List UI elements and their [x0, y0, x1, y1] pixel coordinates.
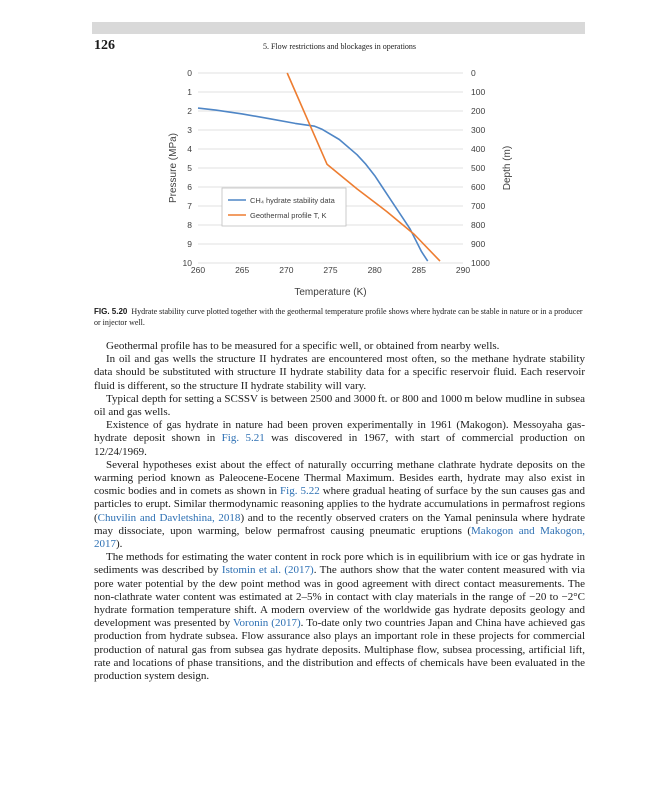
y-tick-label: 9 [187, 239, 192, 249]
x-tick-label: 270 [279, 265, 294, 275]
paragraph-4 [94, 419, 585, 459]
paragraph-5-text-a: Several hypotheses exist about the effect of naturally occurring methane clathrate hydrate deposits on the warming period known as Paleocene-Eocene Thermal Maximum. Besides earth, hydrate may also exist in cosmic bodies and in comets as shown in [94, 458, 585, 498]
top-margin-bar [92, 22, 585, 34]
running-head: 5. Flow restrictions and blockages in operations [262, 42, 417, 51]
y-tick-label: 2 [187, 106, 192, 116]
y2-tick-label: 300 [471, 125, 486, 135]
paragraph-5-text-d: ). [116, 538, 123, 551]
paragraph-6-text-a: The methods for estimating the water content in rock pore which is in equilibrium with ice or gas hydrate in sediments was described by [94, 551, 585, 577]
paragraph-1 [94, 340, 585, 353]
paragraph-3 [94, 393, 585, 419]
fig-5-22-link[interactable]: Fig. 5.22 [280, 485, 320, 498]
x-tick-label: 275 [323, 265, 338, 275]
hydrate-stability-chart [160, 62, 530, 302]
y2-tick-label: 600 [471, 182, 486, 192]
paragraph-5-text-b: where gradual heating of surface by the sun causes gas and particles to erupt. Similar thermodynamic reasoning applies to the hydrate accumulations in permafrost regions ( [94, 485, 585, 524]
y2-tick-label: 0 [471, 68, 476, 78]
legend-label: Geothermal profile T, K [250, 211, 327, 220]
y-tick-label: 1 [187, 87, 192, 97]
paragraph-6 [94, 551, 585, 683]
legend-box [222, 188, 346, 226]
x-tick-label: 285 [411, 265, 426, 275]
paragraph-6-text-b: . The authors show that the water content measured with via pore water potential by the dew point method was in good agreement with direct contact measurements. The non-clathrate water content was estimated at 2–5% in contact with clay materials in the range of −20 to −2°C hydrate formation temperature shift. A modern overview of the worldwide gas hydrate deposits geology and development was presented by [94, 564, 585, 630]
y2-tick-label: 1000 [471, 258, 490, 268]
paragraph-5 [94, 459, 585, 551]
y-tick-label: 0 [187, 68, 192, 78]
paragraph-2 [94, 353, 585, 393]
y-tick-label: 5 [187, 163, 192, 173]
chuvilin-citation-link[interactable]: Chuvilin and Davletshina, 2018 [97, 511, 241, 524]
x-tick-label: 265 [235, 265, 250, 275]
x-tick-label: 280 [367, 265, 382, 275]
x-tick-label: 260 [190, 265, 206, 275]
y2-tick-label: 800 [471, 220, 486, 230]
body-text [94, 340, 585, 683]
paragraph-5-text-c: ) and to the recently observed craters on the Yamal peninsula where hydrate may dissociate, upon warming, below permafrost causing pneumatic eruptions ( [94, 511, 585, 537]
y-tick-label: 3 [187, 125, 192, 135]
y2-tick-label: 100 [471, 87, 486, 97]
y2-tick-label: 200 [471, 106, 486, 116]
page-number: 126 [94, 38, 115, 53]
x-axis-title: Temperature (K) [294, 287, 367, 298]
y-tick-label: 4 [187, 144, 192, 154]
y-tick-label: 8 [187, 220, 192, 230]
x-tick-label: 290 [455, 265, 471, 275]
paragraph-4-text-a: Existence of gas hydrate in nature had been proven experimentally in 1961 (Makogon). Messoyaha gas-hydrate deposit shown in [94, 419, 585, 445]
istomin-citation-link[interactable]: Istomin et al. (2017) [221, 564, 314, 577]
y2-tick-label: 400 [471, 144, 486, 154]
y-tick-label: 7 [187, 201, 192, 211]
paragraph-4-text-b: was discovered in 1967, with start of commercial production on 12/24/1969. [94, 432, 585, 458]
paragraph-2-text: In oil and gas wells the structure II hydrates are encountered most often, so the methane hydrate stability data should be substituted with structure II hydrate stability data for a specific reservoir fluid. Each reservoir fluid is different, so the structure II hydrate stability will vary. [94, 353, 585, 392]
y2-axis-title: Depth (m) [502, 145, 513, 191]
y-axis-title: Pressure (MPa) [168, 132, 179, 204]
y-tick-label: 6 [187, 182, 192, 192]
makogon-citation-link[interactable]: Makogon and Makogon, 2017 [94, 524, 586, 551]
geothermal-profile-line [287, 73, 440, 261]
y2-tick-label: 700 [471, 201, 486, 211]
page-header [94, 38, 585, 54]
y-tick-label: 10 [182, 258, 192, 268]
voronin-citation-link[interactable]: Voronin (2017) [233, 617, 301, 630]
fig-5-21-link[interactable]: Fig. 5.21 [221, 432, 265, 445]
paragraph-1-text: Geothermal profile has to be measured for a specific well, or obtained from nearby wells. [106, 340, 500, 352]
figure-label: FIG. 5.20 [94, 307, 128, 316]
y2-tick-label: 500 [471, 163, 486, 173]
y2-tick-label: 900 [471, 239, 486, 249]
paragraph-3-text: Typical depth for setting a SCSSV is between 2500 and 3000 ft. or 800 and 1000 m below mudline in subsea oil and gas wells. [94, 392, 585, 419]
legend-label: CH₄ hydrate stability data [250, 196, 335, 205]
caption-text: Hydrate stability curve plotted together with the geothermal temperature profile shows where hydrate can be stable in nature or in a producer or injector well. [94, 307, 583, 327]
chart-svg [160, 62, 530, 302]
figure-caption [94, 306, 585, 328]
paragraph-6-text-c: . To-date only two countries Japan and China have achieved gas production from hydrate subsea. Flow assurance also plays an important role in these projects for commercial production of natural gas from subsea gas hydrate deposits. Multiphase flow, subsea processing, artificial lift, rate and locations of phase transitions, and the distribution and effects of chemicals have been evaluated in the production system design. [94, 617, 585, 683]
